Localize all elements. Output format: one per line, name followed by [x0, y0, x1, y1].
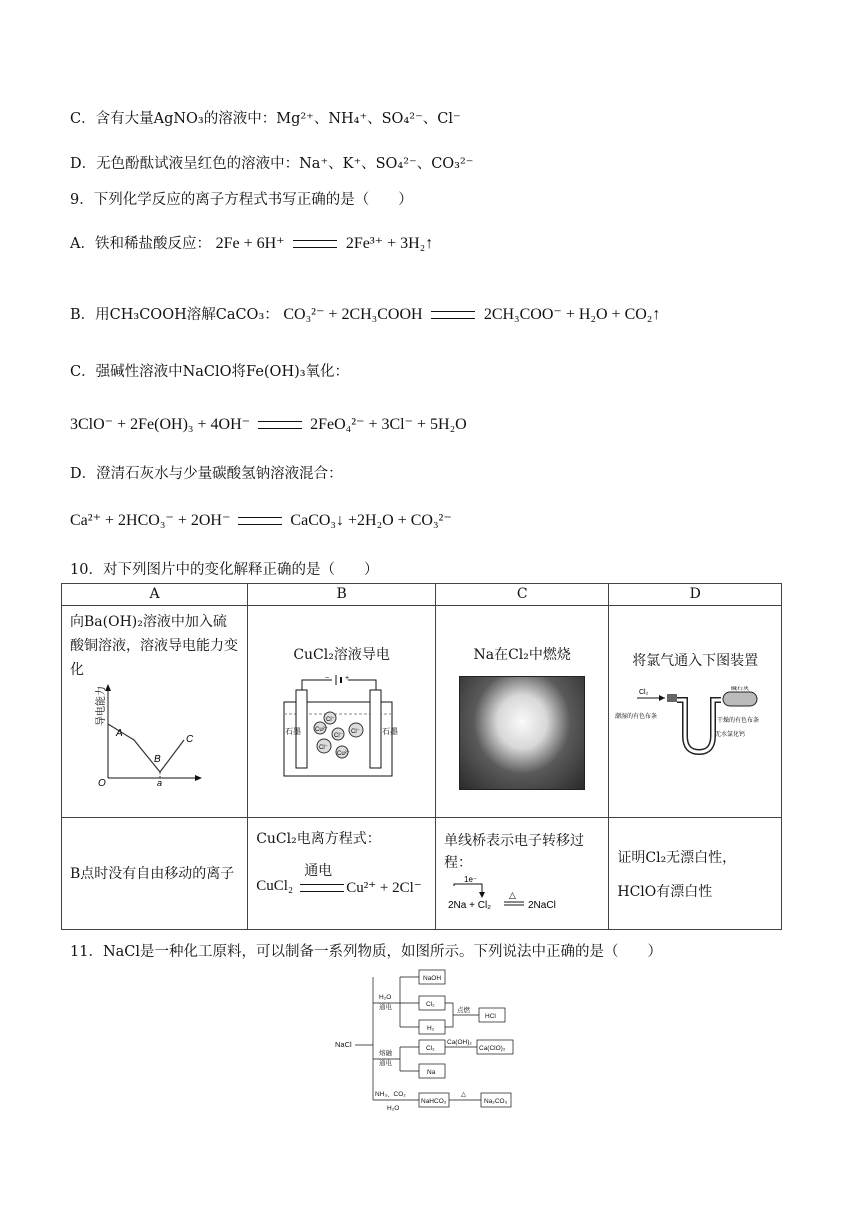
cell-b-bottom	[248, 818, 436, 930]
electrolysis-diagram	[278, 672, 398, 782]
ion-5: Cl⁻	[319, 745, 329, 751]
flow-delta: △	[461, 1091, 466, 1098]
flow-h2: H₂	[427, 1025, 435, 1032]
flow-caclo2: Ca(ClO)₂	[479, 1045, 506, 1052]
equals-sign	[258, 421, 302, 429]
electron-transfer-diagram	[444, 874, 574, 916]
cell-d-text: 将氯气通入下图装置	[632, 653, 759, 669]
cell-b-equation	[256, 860, 427, 910]
cell-c-bottom	[435, 818, 608, 930]
equals-sign	[300, 884, 344, 892]
flow-naoh: NaOH	[423, 975, 442, 982]
cell-d-bottom-line2: HClO有漂白性	[617, 883, 713, 900]
option-8d: D．无色酚酞试液呈红色的溶液中：Na⁺、K⁺、SO₄²⁻、CO₃²⁻	[70, 156, 474, 172]
flow-h2o: H₂O	[379, 994, 392, 1001]
chlorine-apparatus	[613, 686, 763, 766]
flow-molten: 熔融	[379, 1050, 392, 1057]
option-9b-rhs: 2CH₃COO⁻ + H₂O + CO₂↑	[483, 306, 661, 323]
header-b: B	[248, 584, 436, 606]
cell-c-text: Na在Cl₂中燃烧	[473, 647, 571, 663]
graph-point-a: A	[116, 728, 123, 739]
equals-sign	[238, 517, 282, 525]
ion-1: Cl⁻	[326, 717, 336, 723]
c-delta: △	[508, 890, 516, 900]
option-9c-lhs: 3ClO⁻ + 2Fe(OH)₃ + 4OH⁻	[70, 416, 251, 433]
flow-hcl: HCl	[485, 1013, 496, 1020]
option-9a-rhs: 2Fe³⁺ + 3H₂↑	[345, 235, 434, 252]
nacl-flow-diagram	[335, 965, 525, 1115]
header-d: D	[609, 584, 782, 606]
option-9d: D．澄清石灰水与少量碳酸氢钠溶液混合：	[70, 466, 343, 482]
wet-label: 潮湿的有色布条	[615, 714, 658, 720]
electron-count: 1e⁻	[463, 875, 478, 884]
option-9c-equation	[70, 414, 467, 434]
flow-na2co3: Na₂CO₃	[484, 1098, 508, 1105]
cell-a-top	[62, 606, 248, 818]
flow-nh3co2: NH₃、CO₂	[375, 1091, 406, 1098]
option-9b-lhs: CO₃²⁻ + 2CH₃COOH	[283, 306, 423, 323]
cell-c-bottom-text: 单线桥表示电子转移过程：	[443, 833, 584, 871]
equals-sign	[293, 240, 337, 248]
flow-ignite: 点燃	[457, 1007, 470, 1014]
option-9b-label: B．用CH₃COOH溶解CaCO₃：	[70, 307, 279, 323]
b-eq-rhs: Cu²⁺ + 2Cl⁻	[346, 880, 422, 896]
cell-d-top	[609, 606, 782, 818]
option-9d-lhs: Ca²⁺ + 2HCO₃⁻ + 2OH⁻	[70, 512, 231, 529]
option-9b	[70, 303, 660, 324]
option-9c: C．强碱性溶液中NaClO将Fe(OH)₃氧化：	[70, 364, 350, 380]
flow-na: Na	[427, 1069, 436, 1076]
cell-b-top	[248, 606, 436, 818]
conductivity-graph	[84, 682, 204, 786]
option-9a-label: A．铁和稀盐酸反应：	[70, 236, 211, 252]
cell-c-top	[435, 606, 608, 818]
question-11: 11．NaCl是一种化工原料，可以制备一系列物质，如图所示。下列说法中正确的是（ ）	[70, 944, 663, 960]
cell-d-bottom-line1: 证明Cl₂无漂白性，	[617, 849, 737, 866]
svg-text:+: +	[345, 675, 350, 682]
flow-cl2b: Cl₂	[426, 1045, 435, 1052]
ion-2: Cu²⁺	[315, 727, 329, 733]
b-eq-lhs: CuCl₂	[256, 878, 294, 894]
question-10: 10．对下列图片中的变化解释正确的是（ ）	[70, 562, 379, 578]
flow-caoh2: Ca(OH)₂	[447, 1039, 472, 1046]
option-9a	[70, 232, 433, 253]
option-9d-rhs: CaCO₃↓ +2H₂O + CO₃²⁻	[290, 512, 452, 529]
ion-4: Cl⁻	[351, 729, 361, 735]
gas-label: Cl₂	[639, 689, 649, 696]
cell-b-text: CuCl₂溶液导电	[293, 647, 390, 663]
graph-point-c: C	[186, 734, 194, 745]
ion-6: Cu²⁺	[337, 751, 351, 757]
question-10-table	[61, 583, 782, 930]
option-9a-lhs: 2Fe + 6H⁺	[215, 235, 285, 252]
option-9d-equation	[70, 510, 452, 530]
flow-elec2: 通电	[379, 1060, 392, 1067]
cacl2-label: 无水氯化钙	[715, 732, 746, 738]
graph-ylabel: 导电能力	[96, 686, 107, 726]
c-eq-lhs: 2Na + Cl₂	[447, 900, 492, 911]
flow-elec1: 通电	[379, 1004, 392, 1011]
lime-label: 碱石灰	[731, 686, 750, 692]
svg-text:−: −	[325, 675, 330, 682]
right-electrode-label: 石墨	[382, 727, 399, 736]
cell-a-bottom	[62, 818, 248, 930]
flow-nahco3: NaHCO₃	[421, 1098, 447, 1105]
graph-x-a: a	[157, 778, 163, 786]
question-9: 9．下列化学反应的离子方程式书写正确的是（ ）	[70, 192, 413, 208]
table-row-explanations	[62, 818, 782, 930]
b-eq-condition: 通电	[304, 864, 333, 879]
graph-point-b: B	[154, 754, 161, 765]
option-8c: C．含有大量AgNO₃的溶液中：Mg²⁺、NH₄⁺、SO₄²⁻、Cl⁻	[70, 111, 461, 127]
header-a: A	[62, 584, 248, 606]
cell-d-bottom	[609, 818, 782, 930]
sodium-burning-photo	[459, 676, 585, 790]
graph-origin: O	[98, 778, 106, 786]
ion-3: Cl⁻	[334, 733, 344, 739]
flow-h2o-2: H₂O	[387, 1105, 400, 1112]
left-electrode-label: 石墨	[285, 727, 302, 736]
table-header-row	[62, 584, 782, 606]
flow-cl2a: Cl₂	[426, 1001, 435, 1008]
cell-a-text: 向Ba(OH)₂溶液中加入硫酸铜溶液，溶液导电能力变化	[70, 614, 238, 678]
cell-a-bottom-text: B点时没有自由移动的离子	[70, 865, 235, 882]
flow-nacl: NaCl	[335, 1040, 352, 1049]
option-9c-rhs: 2FeO₄²⁻ + 3Cl⁻ + 5H₂O	[310, 416, 467, 433]
cell-b-bottom-label: CuCl₂电离方程式：	[256, 831, 381, 847]
table-row-figures	[62, 606, 782, 818]
c-eq-rhs: 2NaCl	[527, 900, 556, 911]
dry-label: 干燥的有色布条	[717, 718, 760, 724]
header-c: C	[435, 584, 608, 606]
equals-sign	[431, 311, 475, 319]
